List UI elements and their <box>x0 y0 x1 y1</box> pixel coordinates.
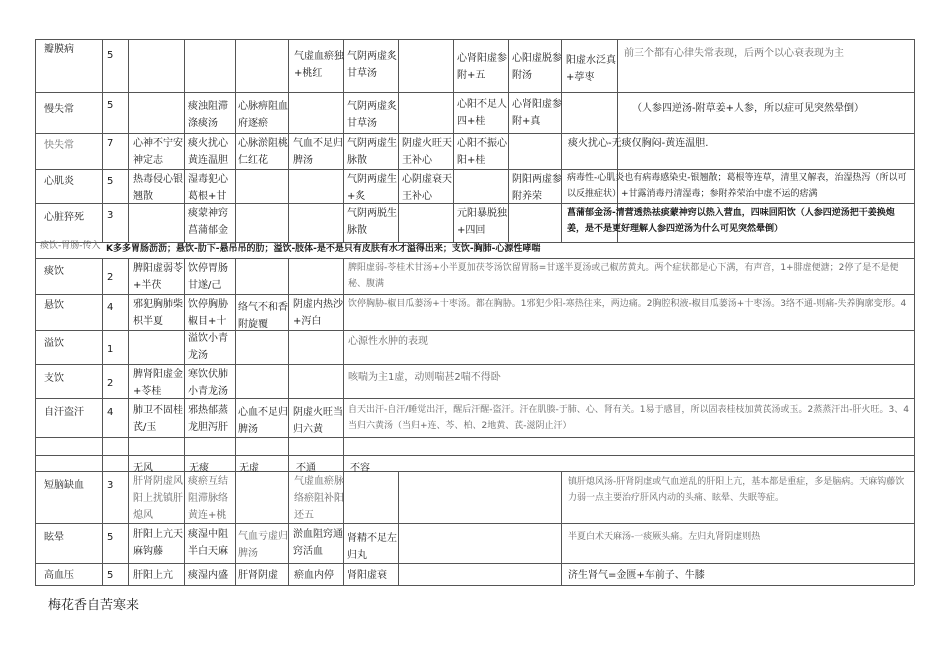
syndrome-cell: 心阳虚脱参附汤 <box>512 53 562 81</box>
table-line <box>914 39 915 585</box>
table-line <box>102 258 103 585</box>
row-note: 半夏白术天麻汤-一痰厥头痛。左归丸肾阴虚则热 <box>568 532 761 542</box>
syndrome-cell: 心肾阳虚参附+五 <box>457 53 507 81</box>
syndrome-cell: 肝肾阴虚风阳上扰镇肝熄风 <box>133 476 183 521</box>
row-note: 济生肾气=金匮+车前子、牛膝 <box>568 570 705 581</box>
syndrome-cell: 痰蒙神窍菖蒲郁金 <box>188 208 228 236</box>
syndrome-cell: 心脉痹阻血府逐瘀 <box>238 101 288 129</box>
table-line <box>35 364 914 365</box>
table-line <box>35 455 914 456</box>
syndrome-cell: 邪热郁蒸龙胆泻肝 <box>188 405 228 433</box>
row-note: （人参四逆汤-附草姜+人参，所以症可见突然晕倒） <box>632 103 864 114</box>
table-line <box>35 563 914 564</box>
disease-name: 痰饮 <box>44 266 64 277</box>
syndrome-cell: 阴虚内热沙+泻白 <box>293 299 343 327</box>
syndrome-cell: 饮停胃肠甘遂/己 <box>188 263 228 291</box>
disease-name: 支饮 <box>44 373 64 384</box>
syndrome-cell: 心阳不足人四+桂 <box>457 99 507 127</box>
syndrome-cell: 瘀血内停 <box>294 570 334 581</box>
syndrome-cell: 元阳暴脱独+四回 <box>457 208 507 236</box>
disease-name: 自汗盗汗 <box>44 407 84 418</box>
row-note: 咳喘为主1虚，动则喘甚2喘不得卧 <box>348 372 501 383</box>
syndrome-cell: 湿毒犯心葛根+甘 <box>188 174 228 202</box>
syndrome-cell: 痰浊阻滞涤痰汤 <box>188 101 228 129</box>
footer-motto: 梅花香自苦寒来 <box>48 598 140 613</box>
syndrome-cell: 淤血阻窍通窍活血 <box>293 529 343 557</box>
table-line <box>128 258 129 585</box>
syndrome-cell: 痰火扰心黄连温胆 <box>188 138 228 166</box>
row-note: 痰火扰心-无痰仅胸闷-黄连温胆. <box>568 138 709 149</box>
syndrome-cell: 心阳不振心阳+桂 <box>457 138 507 166</box>
column-header: 无风 <box>133 463 153 474</box>
column-header: 不通 <box>296 463 316 474</box>
syndrome-cell: 肺卫不固桂芪/玉 <box>133 405 183 433</box>
syndrome-cell: 脾阳虚弱苓+半茯 <box>133 263 183 291</box>
syndrome-count: 5 <box>107 532 114 543</box>
syndrome-cell: 气虚血瘀脉络瘀阻补阳还五 <box>294 476 344 521</box>
syndrome-cell: 气阴两虚炙甘草汤 <box>347 101 397 129</box>
table-line <box>35 471 914 472</box>
disease-name: 慢失常 <box>44 104 74 115</box>
table-line <box>35 39 914 40</box>
column-header: 无痰 <box>189 463 209 474</box>
syndrome-cell: 心阴虚衰天王补心 <box>402 174 452 202</box>
table-line <box>35 133 914 134</box>
table-line <box>35 39 36 585</box>
syndrome-count: 5 <box>107 100 114 111</box>
syndrome-cell: 阳虚水泛真+葶枣 <box>566 55 616 83</box>
syndrome-cell: 阴阳两虚参附养荣 <box>512 174 562 202</box>
row-note: 镇肝熄风汤-肝肾阴虚或气血逆乱的肝阳上亢，基本都是重症，多是脑病。天麻钩藤饮力弱一点主要治疗肝风内动的头痛、眩晕、失眠等症。 <box>568 477 905 503</box>
syndrome-cell: 气虚血瘀独+桃红 <box>294 51 344 79</box>
syndrome-cell: 肝阳上亢天麻钩藤 <box>133 529 183 557</box>
row-note: 饮停胸胁-椒目瓜蒌汤+十枣汤。都在胸胁。1邪犯少阳-寒热往来，两边痛。2胸腔积液-椒目瓜蒌汤+十枣汤。3络不通-则痛-失养胸廓变形。4 <box>348 299 907 309</box>
syndrome-cell: 脾肾阳虚金+苓桂 <box>133 369 183 397</box>
table-line <box>35 437 914 438</box>
disease-name: 瓣膜病 <box>44 44 74 55</box>
syndrome-cell: 气血不足归脾汤 <box>293 138 343 166</box>
syndrome-cell: 溢饮小青龙汤 <box>188 333 228 361</box>
disease-name: 眩晕 <box>44 532 64 543</box>
table-line <box>398 471 399 585</box>
syndrome-count: 3 <box>107 480 114 491</box>
row-note: 前三个都有心律失常表现，后两个以心衰表现为主 <box>624 48 844 59</box>
syndrome-cell: 气阴两虚炙甘草汤 <box>347 51 397 79</box>
syndrome-count: 4 <box>107 407 114 418</box>
disease-name: 心脏猝死 <box>44 212 84 223</box>
syndrome-count: 3 <box>107 210 114 221</box>
syndrome-count: 4 <box>107 302 114 313</box>
syndrome-count: 2 <box>107 378 114 389</box>
row-note: 心源性水肿的表现 <box>348 336 428 347</box>
row-note: 脾阳虚弱-苓桂术甘汤+小半夏加茯苓汤饮留胃肠=甘遂半夏汤或己椒苈黄丸。两个症状都是心下满，有声音，1+腓虚便溏；2停了是不是便秘、腹满 <box>348 263 899 289</box>
disease-name: 悬饮 <box>44 300 64 311</box>
syndrome-cell: 阴虚火旺当归六黄 <box>293 407 343 435</box>
section-note: K多多胃肠沥沥；悬饮-肋下-悬吊吊的肋；溢饮-肢体-是不是只有皮肤有水才溢得出来；支饮-胸肺-心源性哮喘 <box>106 244 541 254</box>
table-line <box>35 330 914 331</box>
disease-name: 快失常 <box>44 140 74 151</box>
row-note: 病毒性-心肌炎也有病毒感染史-银翘散；葛根等连草，清里又解表，治湿热泻（所以可以反推症状）+甘露消毒丹清湿毒；参附养荣治中虚不运的痞满 <box>567 173 907 199</box>
syndrome-cell: 络气不和香附旋覆 <box>238 302 288 330</box>
disease-name: 溢饮 <box>44 338 64 349</box>
section-label: 痰饮-胃肠-传入 <box>40 241 101 251</box>
syndrome-cell: 肾阳虚衰 <box>347 570 387 581</box>
syndrome-cell: 邪犯胸肺柴枳半夏 <box>133 299 183 327</box>
table-line <box>35 294 914 295</box>
row-note: 菖蒲郁金汤-清营透热祛痰蒙神窍以热入营血，四味回阳饮（人参四逆汤把干姜换炮姜，是不是更好理解人参四逆汤为什么可见突然晕倒） <box>567 208 895 234</box>
syndrome-cell: 肝阳上亢 <box>133 570 173 581</box>
syndrome-cell: 肾精不足左归丸 <box>347 533 397 561</box>
disease-name: 短脑缺血 <box>44 480 84 491</box>
syndrome-cell: 气阴两虚生+炙 <box>347 174 397 202</box>
table-line <box>561 471 562 585</box>
syndrome-count: 2 <box>107 272 114 283</box>
table-line <box>35 585 914 586</box>
syndrome-cell: 气阴两脱生脉散 <box>347 208 397 236</box>
syndrome-count: 5 <box>107 176 114 187</box>
table-line <box>508 39 509 242</box>
syndrome-cell: 肝肾阴虚 <box>238 570 278 581</box>
syndrome-cell: 阴虚火旺天王补心 <box>402 138 452 166</box>
syndrome-cell: 寒饮伏肺小青龙汤 <box>188 369 228 397</box>
syndrome-count: 1 <box>107 344 114 355</box>
syndrome-count: 5 <box>107 50 114 61</box>
column-header: 无虚 <box>239 463 259 474</box>
syndrome-cell: 痰湿内盛 <box>188 570 228 581</box>
column-header: 不容 <box>350 463 370 474</box>
syndrome-cell: 心神不宁安神定志 <box>133 138 183 166</box>
syndrome-cell: 热毒侵心银翘散 <box>133 174 183 202</box>
syndrome-cell: 痰湿中阻半白天麻 <box>188 529 228 557</box>
disease-name: 高血压 <box>44 570 74 581</box>
syndrome-cell: 心脉淤阻桃仁红花 <box>238 138 288 166</box>
syndrome-count: 7 <box>107 138 114 149</box>
syndrome-cell: 气血亏虚归脾汤 <box>238 531 288 559</box>
row-note: 自天出汗-自汗/睡觉出汗，醒后汗醒-盗汗。汗在肌腠-于肺、心、肾有关。1易于感冒，所以固表桂枝加黄芪汤或玉。2蒸蒸汗出-肝火旺。3、4当归六黄汤（当归+连、芩、柏、2地黄、芪-滋阴止汗） <box>348 405 909 431</box>
disease-name: 心肌炎 <box>44 176 74 187</box>
syndrome-cell: 心肾阳虚参附+真 <box>512 99 562 127</box>
syndrome-cell: 气阴两虚生脉散 <box>347 138 397 166</box>
table-line <box>102 39 103 242</box>
syndrome-cell: 饮停胸胁椒目+十 <box>188 299 228 327</box>
table-line <box>128 39 129 242</box>
syndrome-count: 5 <box>107 570 114 581</box>
syndrome-cell: 心血不足归脾汤 <box>238 407 288 435</box>
table-line <box>35 92 914 93</box>
syndrome-cell: 痰瘀互结阻滞脉络黄连+桃 <box>188 476 228 521</box>
